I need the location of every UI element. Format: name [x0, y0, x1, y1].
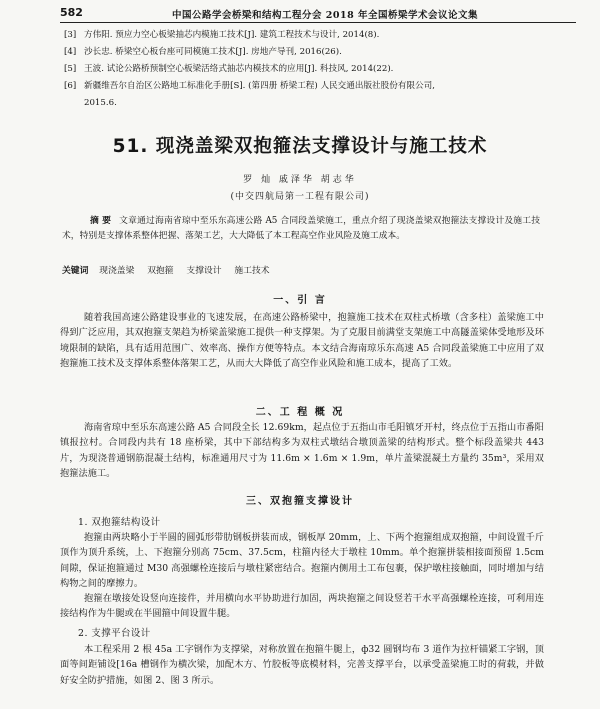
header-rule — [60, 22, 576, 23]
section-heading-introduction: 一、引 言 — [273, 295, 327, 306]
reference-item — [64, 44, 564, 61]
reference-text: 新疆维吾尔自治区公路地工标准化手册[S]. (第四册 桥梁工程) 人民交通出版社股份有限公司, — [84, 81, 435, 91]
keywords — [62, 264, 540, 278]
structure-paragraph: 抱箍由两块略小于半圆的圆弧形带肋钢板拼装而成，钢板厚 20mm，上、下两个抱箍组成双抱箍，中间设置千斤顶作为顶升系统，上、下抱箍分别高 75cm、37.5cm，柱箍内径大于墩柱 10mm。单个抱箍拼装相接面预留 1.5cm 间隙，保证抱箍通过 M30 高强螺栓连接后与墩柱紧密结合。抱箍内侧用土工布包裹，保护墩柱接触面，同时增加与结构物之间的摩擦力。 — [60, 532, 544, 590]
abstract-text: 文章通过海南省琼中至乐东高速公路 A5 合同段盖梁施工，重点介绍了现浇盖梁双抱箍法支撑设计及施工技术，特别是支撑体系整体把握、落架工艺，大大降低了本工程高空作业风险及施工成本。 — [62, 216, 540, 241]
keywords-label: 关键词 — [62, 266, 89, 276]
overview-paragraph: 海南省琼中至乐东高速公路 A5 合同段全长 12.69km，起点位于五指山市毛阳镇牙开村，终点位于五指山市番阳镇报拉村。合同段内共有 18 座桥梁，其中下部结构多为双柱式墩结合墩顶盖梁的结构形式。整个标段盖梁共 443 片，为现浇普通钢筋混凝土结构，标准通用尺寸为 11.6m × 1.6m × 1.9m，单片盖梁混凝土方量约 35m³，采用双抱箍法施工。 — [60, 422, 544, 480]
subsection-heading-structure: 1. 双抱箍结构设计 — [78, 517, 161, 528]
reference-number: [4] — [64, 47, 77, 57]
reference-number: [6] — [64, 81, 77, 91]
page-number: 582 — [60, 6, 83, 19]
author-affiliation: (中交四航局第一工程有限公司) — [230, 192, 370, 202]
reference-number: [3] — [64, 30, 77, 40]
article-authors: 罗 灿 戚泽华 胡志华 — [243, 175, 357, 185]
reference-list — [64, 27, 564, 111]
reference-item — [64, 78, 564, 95]
introduction-paragraph: 随着我国高速公路建设事业的飞速发展，在高速公路桥梁中，抱箍施工技术在双柱式桥墩（含多柱）盖梁施工中得到广泛应用，其双抱箍支架趋为桥梁盖梁施工提供一种支撑架。为了克服目前满堂支架施工中高隧盖梁体受地形及环境限制的缺陷，具有适用范围广、效率高、操作方便等特点。本文结合海南琼乐东高速 A5 合同段盖梁施工中应用了双抱箍施工技术及支撑体系整体落架工艺，从而大大降低了高空作业风险和施工成本，提高了工效。 — [60, 312, 544, 370]
platform-paragraph: 本工程采用 2 根 45a 工字钢作为支撑梁，对称放置在抱箍牛腿上，ф32 圆钢均布 3 道作为拉杆锚紧工字钢，顶面等间距铺设[16a 槽钢作为横次梁，加配木方、竹胶板等底模材料，完善支撑平台，以承受盖梁施工时的荷载，并做好安全防护措施，如图 2、图 3 所示。 — [60, 644, 544, 686]
reference-text: 沙长忠. 桥梁空心板台座可同模施工技术[J]. 房地产导刊, 2016(26). — [84, 47, 342, 57]
article-title: 51. 现浇盖梁双抱箍法支撑设计与施工技术 — [112, 136, 488, 157]
structure-paragraph-2: 抱箍在墩接处设竖向连接件，并用横向水平协助进行加固，两块抱箍之间设竖若干水平高强螺栓连接，可利用连接结构作为牛腿或在半圆箍中间设置牛腿。 — [60, 593, 544, 620]
section-heading-design: 三、双抱箍支撑设计 — [246, 496, 354, 507]
page-header — [60, 6, 576, 22]
keyword: 施工技术 — [234, 266, 270, 276]
section-heading-overview: 二、工 程 概 况 — [255, 407, 345, 418]
keyword: 双抱箍 — [147, 266, 174, 276]
abstract-label: 摘 要 — [90, 216, 112, 226]
reference-number: [5] — [64, 64, 77, 74]
subsection-heading-platform: 2. 支撑平台设计 — [78, 628, 151, 639]
abstract — [62, 214, 540, 243]
reference-text: 王波. 试论公路桥预制空心板梁活络式抽芯内模技术的应用[J]. 科技风, 2014(22). — [84, 64, 394, 74]
reference-item — [64, 61, 564, 78]
reference-continuation: 2015.6. — [84, 98, 117, 108]
reference-text: 方伟阳. 预应力空心板梁抽芯内模施工技术[J]. 建筑工程技术与设计, 2014(8). — [84, 30, 380, 40]
keyword: 支撑设计 — [186, 266, 222, 276]
reference-item — [64, 27, 564, 44]
running-head: 中国公路学会桥梁和结构工程分会 2018 年全国桥梁学术会议论文集 — [172, 10, 479, 21]
keyword: 现浇盖梁 — [99, 266, 135, 276]
